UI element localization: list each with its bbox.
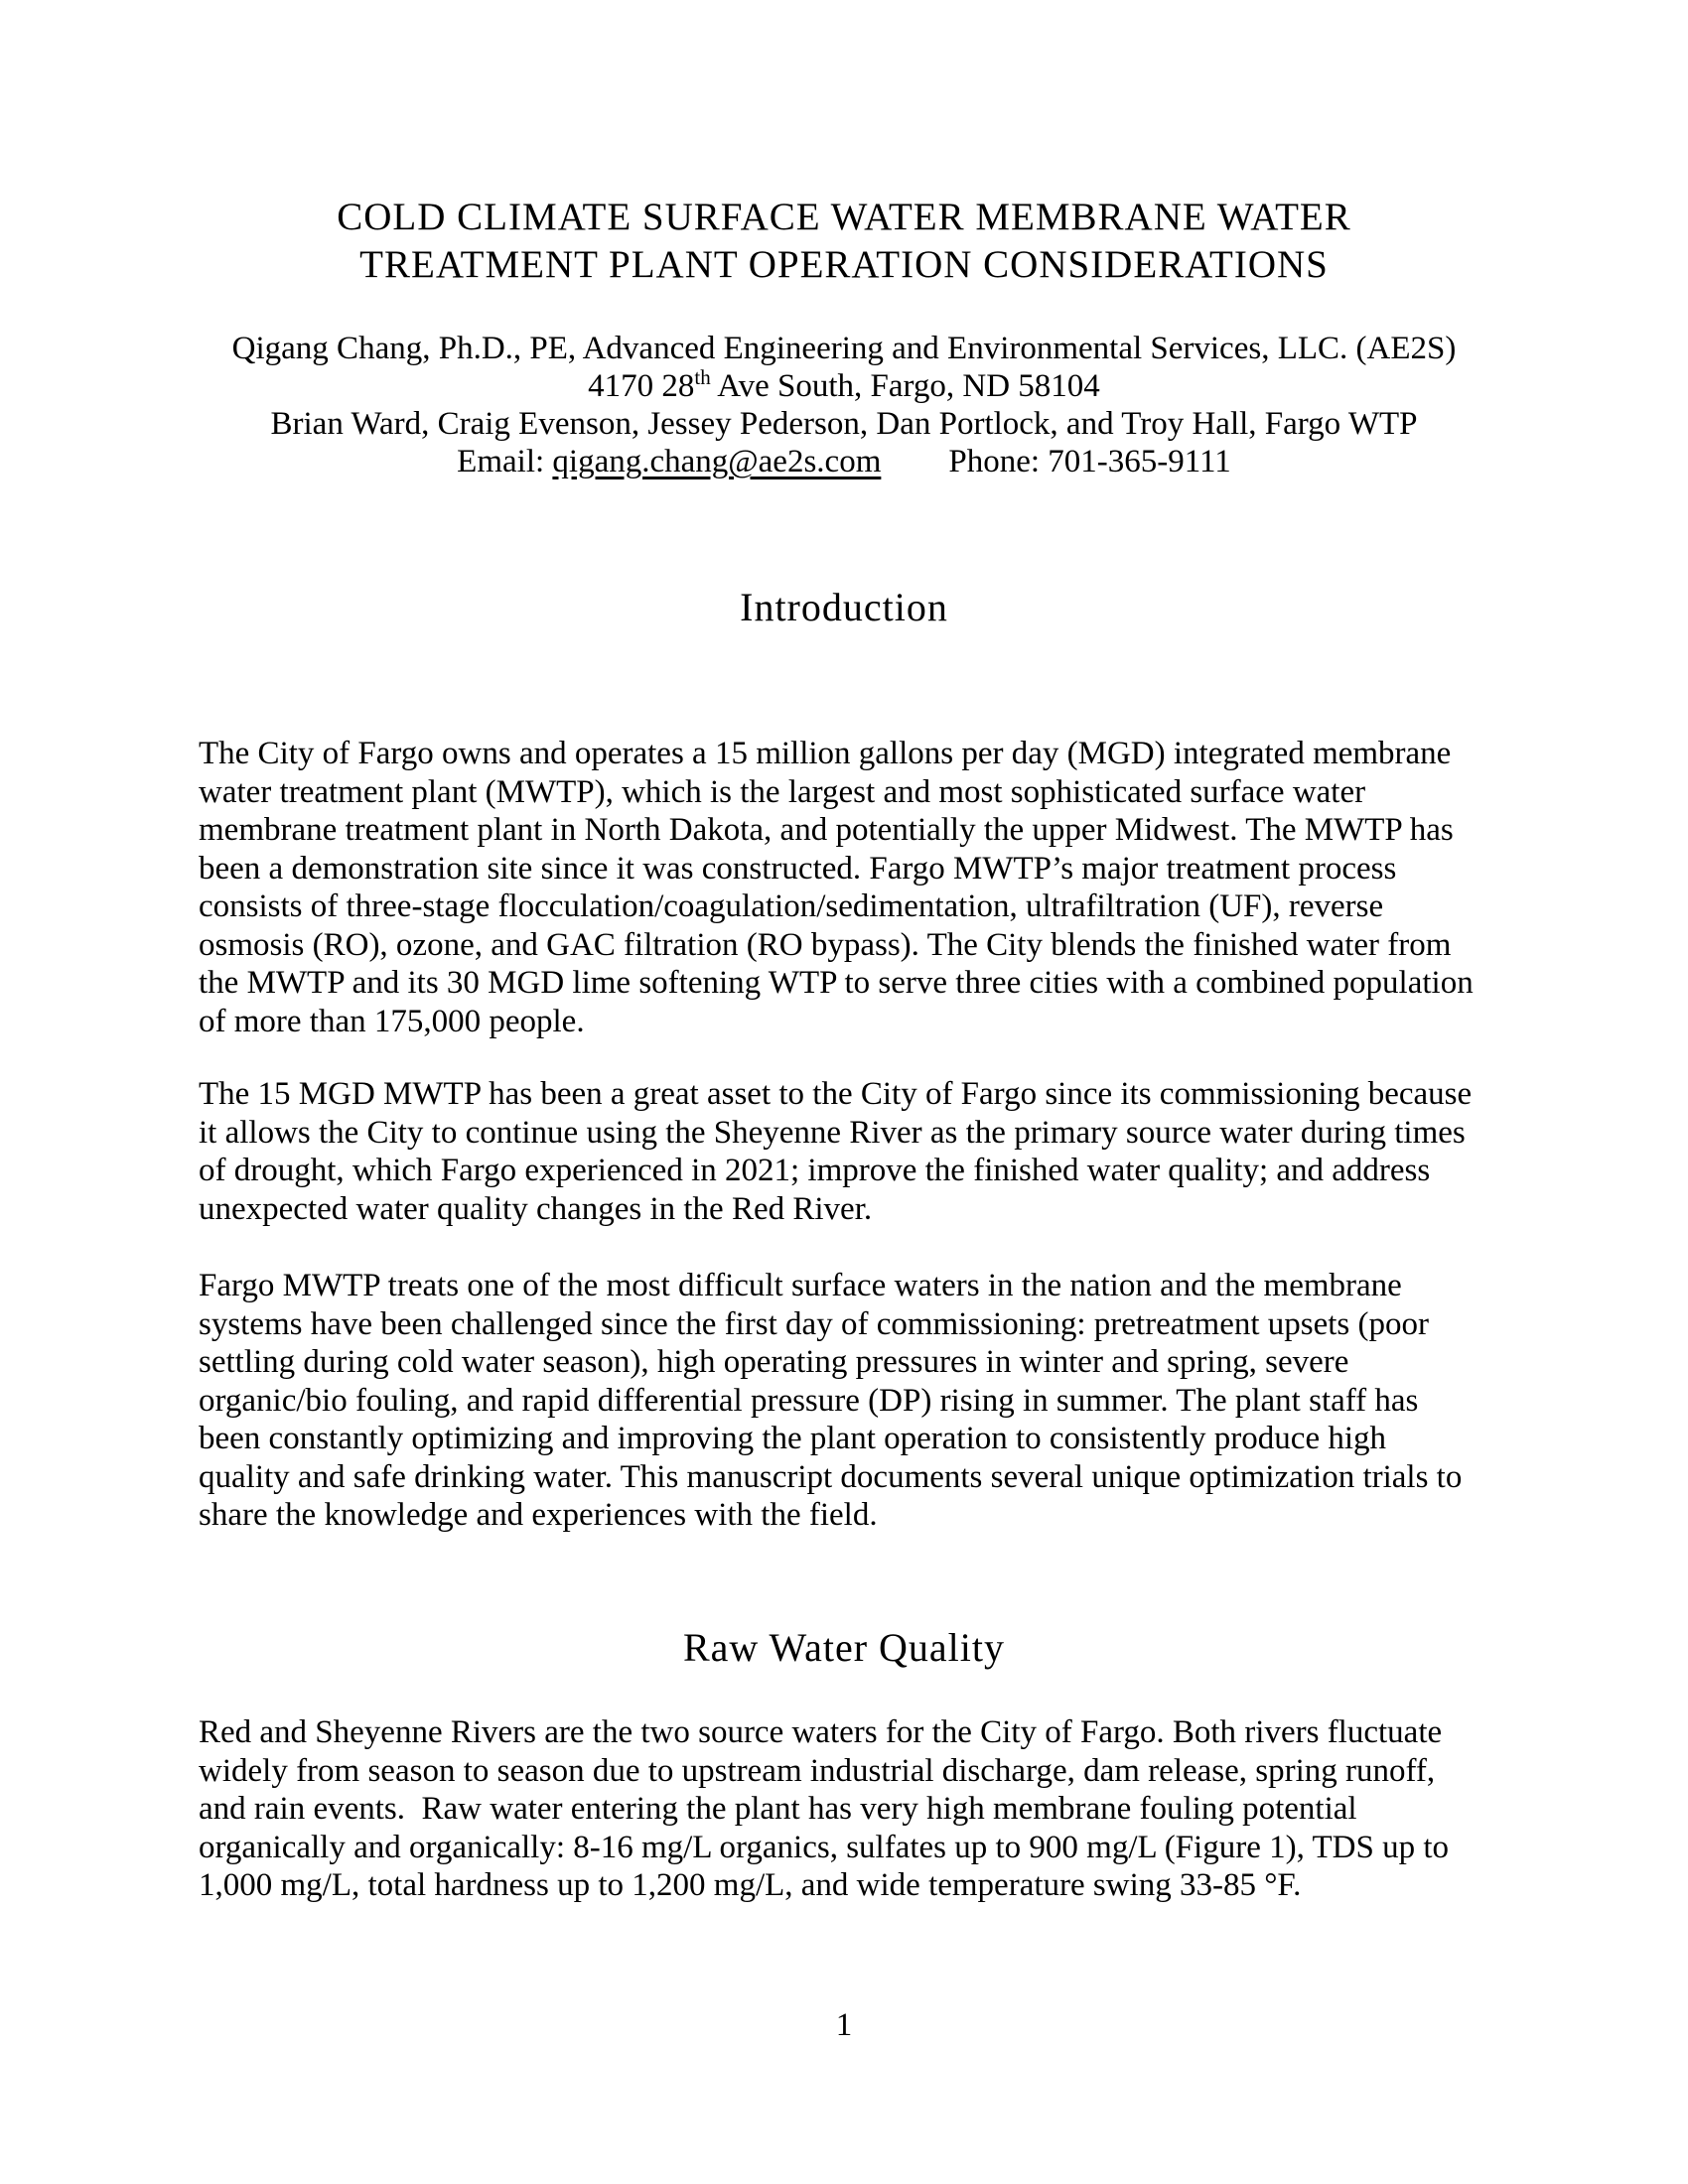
address-ordinal-suffix: th xyxy=(694,365,711,389)
address-city: Ave South, Fargo, ND 58104 xyxy=(710,368,1100,404)
email-label: Email: xyxy=(457,444,553,479)
text-line: consists of three-stage flocculation/coagulation/sedimentation, ultrafiltration (UF), reverse xyxy=(199,888,1384,924)
intro-paragraph-2 xyxy=(199,1075,1499,1228)
text-line: settling during cold water season), high operating pressures in winter and spring, severe xyxy=(199,1344,1349,1380)
text-line: the MWTP and its 30 MGD lime softening WTP to serve three cities with a combined population xyxy=(199,965,1474,1001)
text-line: quality and safe drinking water. This manuscript documents several unique optimization trials to xyxy=(199,1458,1463,1495)
text-line: Fargo MWTP treats one of the most difficult surface waters in the nation and the membrane xyxy=(199,1268,1402,1303)
text-line: share the knowledge and experiences with the field. xyxy=(199,1497,878,1533)
paper-title xyxy=(0,194,1688,289)
text-line: and rain events. Raw water entering the plant has very high membrane fouling potential xyxy=(199,1791,1357,1827)
section-heading-raw-water-quality: Raw Water Quality xyxy=(682,1625,1006,1670)
phone-number: Phone: 701-365-9111 xyxy=(948,444,1231,479)
text-line: osmosis (RO), ozone, and GAC filtration (RO bypass). The City blends the finished water from xyxy=(199,926,1452,963)
text-line: Red and Sheyenne Rivers are the two source waters for the City of Fargo. Both rivers fluctuate xyxy=(199,1714,1443,1750)
paper-title-line1: COLD CLIMATE SURFACE WATER MEMBRANE WATER xyxy=(337,196,1351,238)
text-line: been constantly optimizing and improving the plant operation to consistently produce high xyxy=(199,1421,1387,1456)
text-line: of more than 175,000 people. xyxy=(199,1003,585,1039)
contact-line xyxy=(0,443,1688,480)
paper-title-line2: TREATMENT PLANT OPERATION CONSIDERATIONS xyxy=(359,243,1329,286)
author-address-line xyxy=(0,367,1688,405)
text-line: The 15 MGD MWTP has been a great asset to the City of Fargo since its commissioning because xyxy=(199,1076,1473,1112)
text-line: of drought, which Fargo experienced in 2021; improve the finished water quality; and address xyxy=(199,1153,1431,1188)
page-number: 1 xyxy=(835,2007,853,2043)
text-line: membrane treatment plant in North Dakota, and potentially the upper Midwest. The MWTP has xyxy=(199,812,1454,848)
text-line: organic/bio fouling, and rapid differential pressure (DP) rising in summer. The plant staff has xyxy=(199,1382,1419,1419)
address-street: 4170 28 xyxy=(588,368,695,404)
author-names-line: Qigang Chang, Ph.D., PE, Advanced Engineering and Environmental Services, LLC. (AE2S) xyxy=(231,331,1457,366)
coauthor-names-line: Brian Ward, Craig Evenson, Jessey Pederson, Dan Portlock, and Troy Hall, Fargo WTP xyxy=(270,406,1418,442)
text-line: been a demonstration site since it was constructed. Fargo MWTP’s major treatment process xyxy=(199,850,1397,887)
text-line: systems have been challenged since the first day of commissioning: pretreatment upsets (poor xyxy=(199,1305,1429,1342)
text-line: widely from season to season due to upstream industrial discharge, dam release, spring runoff, xyxy=(199,1752,1436,1789)
section-heading-introduction: Introduction xyxy=(740,585,948,629)
text-line: water treatment plant (MWTP), which is the largest and most sophisticated surface water xyxy=(199,773,1366,810)
raw-water-quality-paragraph-1 xyxy=(199,1713,1499,1905)
intro-paragraph-3 xyxy=(199,1267,1499,1535)
text-line: organically and organically: 8-16 mg/L organics, sulfates up to 900 mg/L (Figure 1), TDS up to xyxy=(199,1829,1449,1865)
text-line: 1,000 mg/L, total hardness up to 1,200 mg/L, and wide temperature swing 33-85 °F. xyxy=(199,1867,1302,1903)
text-line: unexpected water quality changes in the Red River. xyxy=(199,1190,873,1227)
author-block xyxy=(0,330,1688,480)
text-line: The City of Fargo owns and operates a 15 million gallons per day (MGD) integrated membrane xyxy=(199,736,1452,771)
email-link[interactable]: qigang.chang@ae2s.com xyxy=(552,444,882,479)
intro-paragraph-1 xyxy=(199,735,1499,1040)
text-line: it allows the City to continue using the Sheyenne River as the primary source water during times xyxy=(199,1114,1466,1151)
